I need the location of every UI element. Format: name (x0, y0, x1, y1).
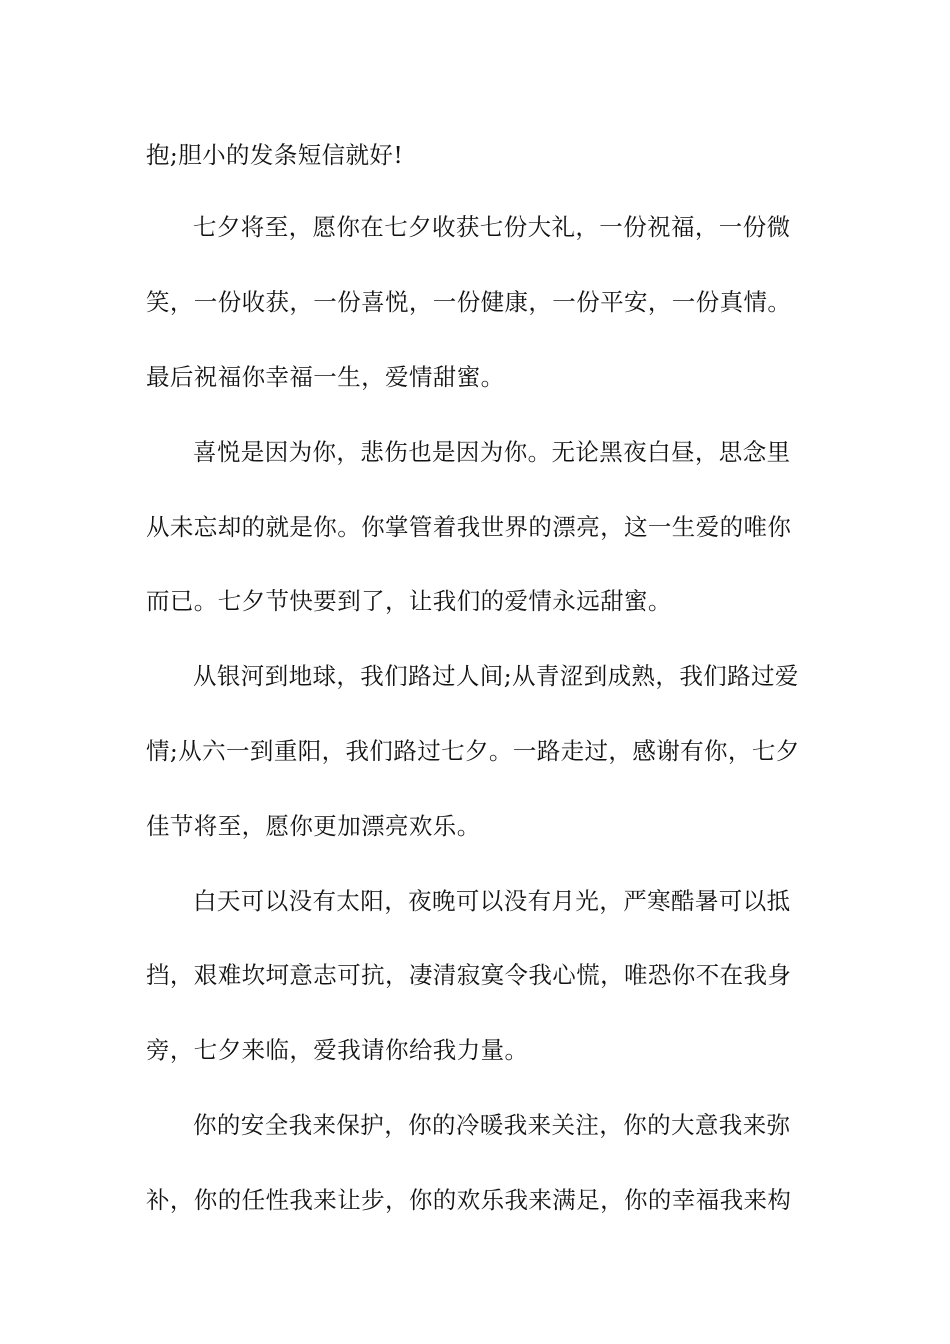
paragraph-5-line-1: 白天可以没有太阳，夜晚可以没有月光，严寒酷暑可以抵 (193, 887, 791, 915)
paragraph-4-line-1: 从银河到地球，我们路过人间;从青涩到成熟，我们路过爱 (193, 662, 799, 690)
paragraph-6-line-2: 补，你的任性我来让步，你的欢乐我来满足，你的幸福我来构 (146, 1186, 792, 1214)
paragraph-2-line-2: 笑，一份收获，一份喜悦，一份健康，一份平安，一份真情。 (146, 288, 792, 316)
paragraph-2-line-3: 最后祝福你幸福一生，爱情甜蜜。 (146, 363, 505, 391)
paragraph-4-line-3: 佳节将至，愿你更加漂亮欢乐。 (146, 812, 481, 840)
paragraph-4-line-2: 情;从六一到重阳，我们路过七夕。一路走过，感谢有你，七夕 (146, 737, 800, 765)
paragraph-3-line-1: 喜悦是因为你，悲伤也是因为你。无论黑夜白昼，思念里 (193, 438, 791, 466)
paragraph-3-line-2: 从未忘却的就是你。你掌管着我世界的漂亮，这一生爱的唯你 (146, 513, 792, 541)
paragraph-2-line-1: 七夕将至，愿你在七夕收获七份大礼，一份祝福，一份微 (193, 213, 791, 241)
paragraph-1-line-1: 抱;胆小的发条短信就好! (146, 141, 404, 169)
paragraph-5-line-2: 挡，艰难坎坷意志可抗，凄清寂寞令我心慌，唯恐你不在我身 (146, 961, 792, 989)
paragraph-5-line-3: 旁，七夕来临，爱我请你给我力量。 (146, 1036, 529, 1064)
paragraph-3-line-3: 而已。七夕节快要到了，让我们的爱情永远甜蜜。 (146, 587, 672, 615)
paragraph-6-line-1: 你的安全我来保护，你的冷暖我来关注，你的大意我来弥 (193, 1111, 791, 1139)
